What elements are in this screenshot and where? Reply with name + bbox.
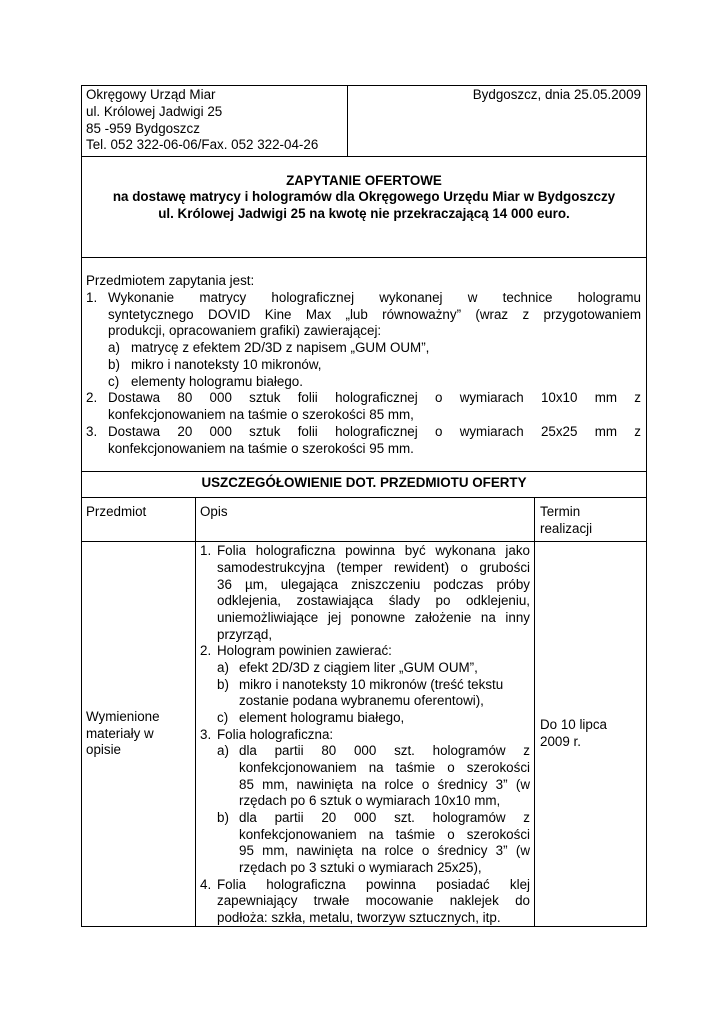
sub-letter: b) bbox=[217, 677, 229, 692]
desc-number: 2. bbox=[200, 643, 212, 658]
sub-text: efekt 2D/3D z ciągiem liter „GUM OUM”, bbox=[239, 660, 478, 675]
row-subject: materiały w bbox=[86, 726, 154, 741]
desc-line: Hologram powinien zawierać: bbox=[217, 643, 392, 658]
item1-line: produkcji, opracowaniem grafiki) zawierającej: bbox=[108, 323, 382, 338]
office-street: ul. Królowej Jadwigi 25 bbox=[86, 104, 223, 119]
sub-letter: a) bbox=[108, 340, 120, 355]
office-phone: Tel. 052 322-06-06/Fax. 052 322-04-26 bbox=[86, 137, 319, 152]
row-subject: opisie bbox=[86, 742, 121, 757]
rule-header bbox=[82, 156, 646, 157]
item-number: 1. bbox=[86, 290, 98, 305]
sub-text: matrycę z efektem 2D/3D z napisem „GUM OUM”, bbox=[131, 340, 430, 355]
desc-number: 3. bbox=[200, 727, 212, 742]
place-date: Bydgoszcz, dnia 25.05.2009 bbox=[472, 87, 641, 102]
item-number: 2. bbox=[86, 390, 98, 405]
sub-letter: a) bbox=[217, 660, 229, 675]
title-line-1: na dostawę matrycy i hologramów dla Okręgowego Urzędu Miar w Bydgoszczy bbox=[112, 189, 616, 204]
row-term: 2009 r. bbox=[540, 734, 581, 749]
sub-text: 95 mm, nawinięta na rolce o średnicy 3” (w bbox=[239, 843, 530, 858]
rule-details-heading bbox=[82, 497, 646, 498]
item2-line: Dostawa 80 000 sztuk folii holograficznej o wymiarach 10x10 mm z bbox=[108, 390, 641, 405]
item-number: 3. bbox=[86, 424, 98, 439]
desc-line: przyrząd, bbox=[217, 627, 273, 642]
desc-line: podłoża: szkła, metalu, tworzyw sztucznych, itp. bbox=[217, 910, 501, 925]
desc-line: samodestrukcyjna (temper rewident) o grubości bbox=[217, 560, 530, 575]
sub-text: mikro i nanoteksty 10 mikronów, bbox=[131, 357, 322, 372]
item1-line: Wykonanie matrycy holograficznej wykonanej w technice hologramu bbox=[108, 290, 641, 305]
item3-line: konfekcjonowaniem na taśmie o szerokości 95 mm. bbox=[108, 441, 414, 456]
sub-text: rzędach po 6 sztuk o wymiarach 10x10 mm, bbox=[239, 793, 501, 808]
desc-line: zapewniający trwałe mocowanie naklejek do bbox=[217, 893, 530, 908]
rule-col1 bbox=[195, 497, 196, 926]
col-header-desc: Opis bbox=[200, 504, 228, 519]
desc-line: Folia holograficzna: bbox=[217, 727, 334, 742]
col-header-term: Termin bbox=[540, 504, 581, 519]
sub-text: zostanie podana wybranemu oferentowi), bbox=[239, 693, 484, 708]
sub-text: dla partii 80 000 szt. hologramów z bbox=[239, 743, 530, 758]
office-name: Okręgowy Urząd Miar bbox=[86, 87, 216, 102]
item2-line: konfekcjonowaniem na taśmie o szerokości 85 mm, bbox=[108, 407, 414, 422]
sub-text: dla partii 20 000 szt. hologramów z bbox=[239, 810, 530, 825]
desc-number: 4. bbox=[200, 877, 212, 892]
rule-title bbox=[82, 257, 646, 258]
details-heading: USZCZEGÓŁOWIENIE DOT. PRZEDMIOTU OFERTY bbox=[201, 475, 527, 490]
sub-text: konfekcjonowaniem na taśmie o szerokości bbox=[239, 760, 530, 775]
desc-line: Folia holograficzna powinna posiadać klej bbox=[217, 877, 530, 892]
sub-text: element hologramu białego, bbox=[239, 710, 405, 725]
sub-letter: c) bbox=[217, 710, 229, 725]
sub-text: 85 mm, nawinięta na rolce o średnicy 3” (w bbox=[239, 777, 530, 792]
item3-line: Dostawa 20 000 sztuk folii holograficznej o wymiarach 25x25 mm z bbox=[108, 424, 641, 439]
col-header-subject: Przedmiot bbox=[86, 504, 147, 519]
sub-text: mikro i nanoteksty 10 mikronów (treść tekstu bbox=[239, 677, 504, 692]
item1-line: syntetycznego DOVID Kine Max „lub równoważny” (wraz z przygotowaniem bbox=[108, 307, 641, 322]
desc-number: 1. bbox=[200, 543, 212, 558]
sub-letter: b) bbox=[217, 810, 229, 825]
sub-text: elementy hologramu białego. bbox=[131, 374, 303, 389]
sub-text: rzędach po 3 sztuki o wymiarach 25x25), bbox=[239, 860, 482, 875]
rule-subject bbox=[82, 471, 646, 472]
row-term: Do 10 lipca bbox=[540, 717, 607, 732]
rule-header-divider bbox=[347, 86, 348, 156]
desc-line: uniemożliwiające jej ponowne założenie na inny bbox=[217, 610, 530, 625]
rule-col2 bbox=[534, 497, 535, 926]
sub-letter: a) bbox=[217, 743, 229, 758]
office-city: 85 -959 Bydgoszcz bbox=[86, 121, 200, 136]
desc-line: odklejenia, zostawiająca ślady po odklejeniu, bbox=[217, 593, 530, 608]
sub-letter: c) bbox=[108, 374, 120, 389]
desc-line: 36 µm, ulegająca zniszczeniu podczas próby bbox=[217, 577, 530, 592]
row-subject: Wymienione bbox=[86, 709, 160, 724]
title-heading: ZAPYTANIE OFERTOWE bbox=[286, 173, 442, 188]
desc-line: Folia holograficzna powinna być wykonana jako bbox=[217, 543, 530, 558]
sub-letter: b) bbox=[108, 357, 120, 372]
sub-text: konfekcjonowaniem na taśmie o szerokości bbox=[239, 827, 530, 842]
rule-column-headers bbox=[82, 541, 646, 542]
col-header-term: realizacji bbox=[540, 521, 593, 536]
subject-intro: Przedmiotem zapytania jest: bbox=[86, 273, 255, 288]
title-line-2: ul. Królowej Jadwigi 25 na kwotę nie przekraczającą 14 000 euro. bbox=[158, 206, 570, 221]
